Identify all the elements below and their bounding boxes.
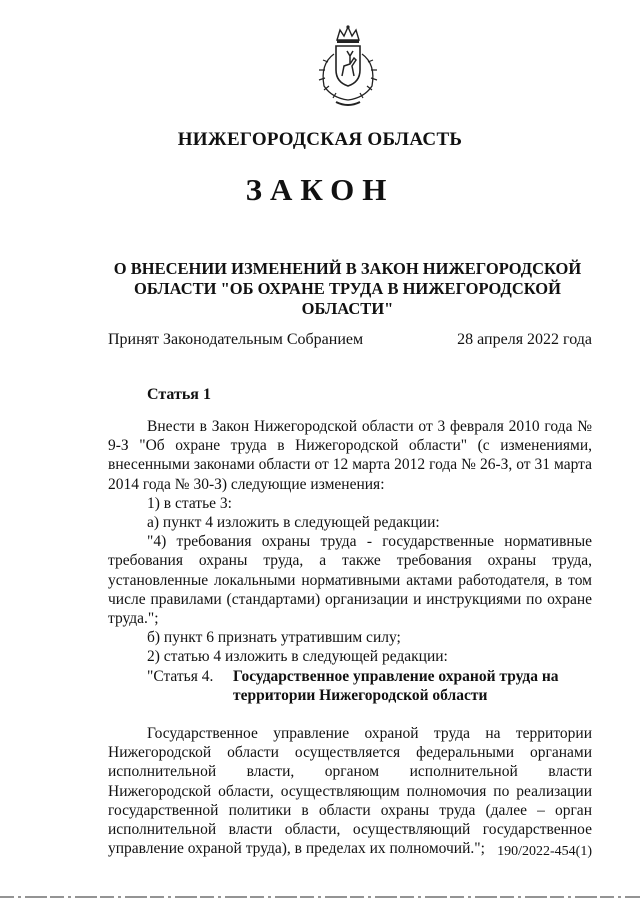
article-body [108, 417, 592, 858]
item-1: 1) в статье 3: [147, 494, 232, 512]
region-name: НИЖЕГОРОДСКАЯ ОБЛАСТЬ [177, 129, 463, 150]
new-article-heading [108, 667, 592, 705]
law-title-line-1: О ВНЕСЕНИИ ИЗМЕНЕНИЙ В ЗАКОН НИЖЕГОРОДСКОЙ [113, 259, 582, 278]
law-title [100, 259, 595, 319]
adopted-date: 28 апреля 2022 года [457, 331, 592, 348]
new-article-label: "Статья 4. [147, 667, 214, 685]
item-1b: б) пункт 6 признать утратившим силу; [147, 629, 401, 647]
article-intro: Внести в Закон Нижегородской области от 3 февраля 2010 года № 9-З "Об охране труда в Нижегородской области" (с изменениями, внесенными законами области от 12 марта 2012 года № 26-З, от 31 марта 2014 года № 30-З) следующие изменения: [108, 418, 592, 493]
new-article-text: Государственное управление охраной труда на территории Нижегородской области осуществляется федеральными органами исполнительной власти, органом исполнительной власти Нижегородской области, осуществляющим полномочия по реализации государственной политики в области охраны труда (далее – орган исполнительной власти области, осуществляющий государственное управление охраной труда), в пределах их полномочий."; [108, 725, 592, 858]
adopted-by: Принят Законодательным Собранием [108, 331, 364, 348]
coat-of-arms-emblem [310, 24, 386, 110]
new-article-title [233, 667, 559, 705]
item-1a-text: "4) требования охраны труда - государственные нормативные требования охраны труда, а также требования охраны труда, установленные локальными нормативными актами работодателя, в том числе правилами (стандартами) организации и инструкциями по охране труда."; [108, 533, 592, 628]
scan-border-line [0, 892, 640, 902]
law-title-line-2: ОБЛАСТИ "ОБ ОХРАНЕ ТРУДА В НИЖЕГОРОДСКОЙ ОБЛАСТИ" [134, 279, 561, 318]
item-1a: а) пункт 4 изложить в следующей редакции: [147, 514, 440, 532]
item-2: 2) статью 4 изложить в следующей редакции: [147, 648, 448, 666]
article-title: Статья 1 [147, 386, 211, 403]
document-type: ЗАКОН [245, 172, 395, 207]
new-article-title-line-2: территории Нижегородской области [233, 686, 488, 704]
document-number: 190/2022-454(1) [497, 844, 592, 859]
new-article-title-line-1: Государственное управление охраной труда на [233, 667, 559, 685]
